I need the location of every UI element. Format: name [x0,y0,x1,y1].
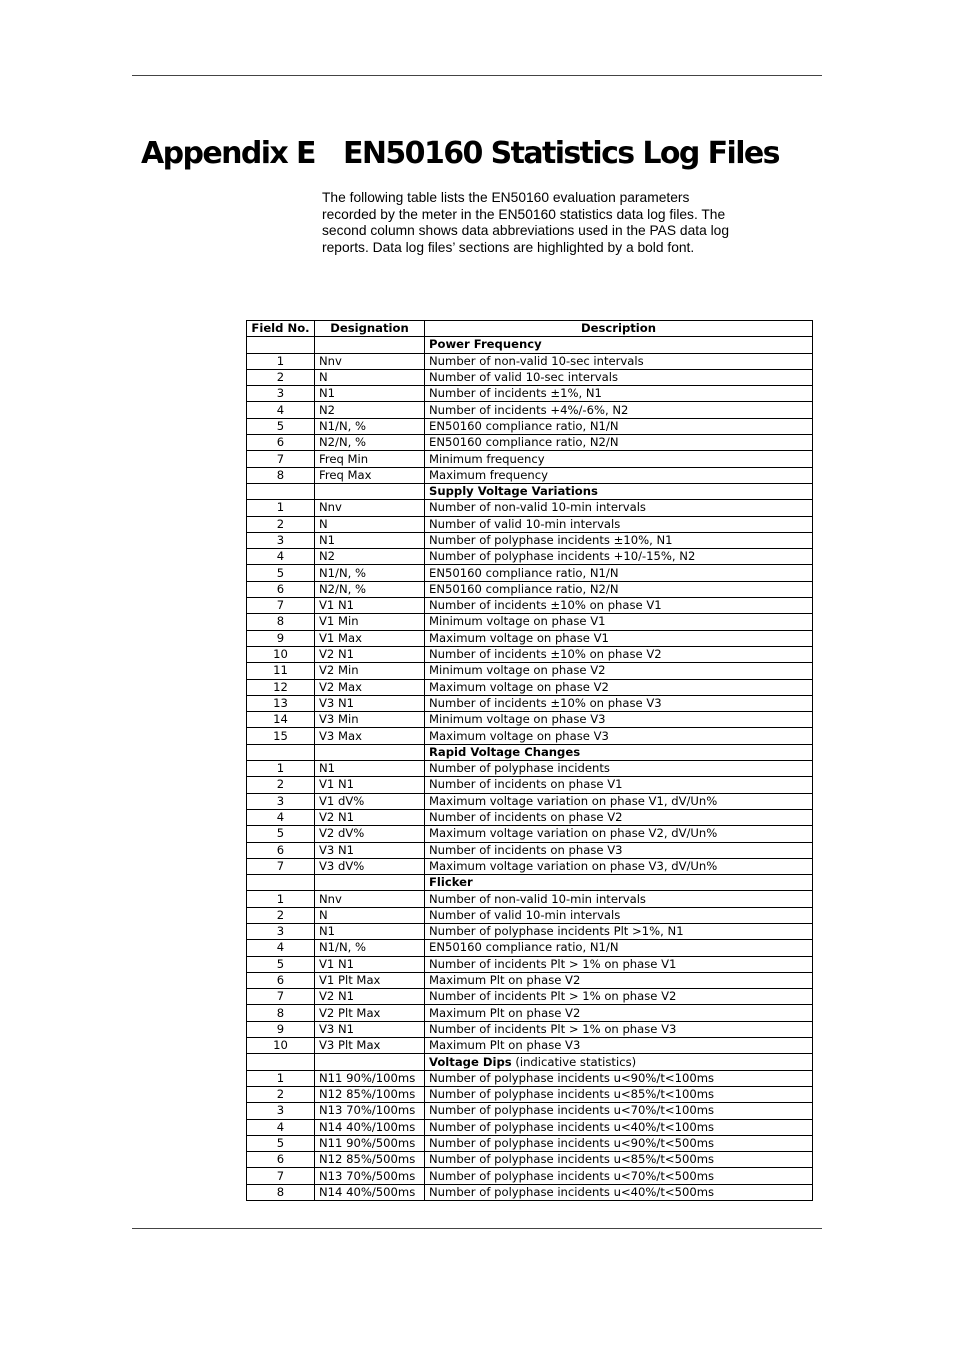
field-no-cell: 5 [247,1135,315,1151]
appendix-title: EN50160 Statistics Log Files [343,136,779,171]
designation-cell: V2 N1 [315,809,425,825]
table-row [247,467,813,483]
description-cell: Number of polyphase incidents [425,761,813,777]
description-cell: Minimum voltage on phase V1 [425,614,813,630]
table-row [247,663,813,679]
field-no-cell: 4 [247,549,315,565]
designation-cell: V2 dV% [315,826,425,842]
field-no-cell: 1 [247,891,315,907]
designation-cell: V1 N1 [315,598,425,614]
designation-cell: N14 40%/500ms [315,1184,425,1200]
designation-cell: V3 Plt Max [315,1038,425,1054]
designation-cell: V2 N1 [315,646,425,662]
designation-cell: N1 [315,532,425,548]
description-cell: Maximum voltage variation on phase V2, dV/Un% [425,826,813,842]
field-no-cell: 7 [247,1168,315,1184]
appendix-label: Appendix E [141,136,315,171]
designation-cell: Freq Max [315,467,425,483]
field-no-cell: 5 [247,826,315,842]
table-row [247,1152,813,1168]
table-row [247,418,813,434]
table-header-row [247,321,813,337]
table-row [247,891,813,907]
description-cell: Maximum voltage variation on phase V3, dV/Un% [425,858,813,874]
table-row [247,679,813,695]
table-row [247,386,813,402]
table-row [247,923,813,939]
description-cell: Number of valid 10-min intervals [425,907,813,923]
field-no-cell: 15 [247,728,315,744]
field-no-cell: 8 [247,1005,315,1021]
designation-cell: V2 Min [315,663,425,679]
table-row [247,549,813,565]
table-row [247,907,813,923]
section-field-cell [247,483,315,499]
section-header-row [247,1054,813,1070]
table-row [247,1005,813,1021]
description-cell: EN50160 compliance ratio, N1/N [425,418,813,434]
field-no-cell: 6 [247,581,315,597]
field-no-cell: 6 [247,842,315,858]
designation-cell: V3 Min [315,712,425,728]
field-no-cell: 1 [247,353,315,369]
field-no-cell: 2 [247,777,315,793]
description-cell: EN50160 compliance ratio, N2/N [425,435,813,451]
designation-cell: N11 90%/100ms [315,1070,425,1086]
field-no-cell: 2 [247,369,315,385]
field-no-cell: 9 [247,630,315,646]
description-cell: Number of incidents on phase V1 [425,777,813,793]
field-no-cell: 6 [247,435,315,451]
designation-cell: V1 Max [315,630,425,646]
section-designation-cell [315,744,425,760]
section-field-cell [247,1054,315,1070]
description-cell: Number of non-valid 10-min intervals [425,891,813,907]
table-row [247,516,813,532]
table-row [247,695,813,711]
table-row [247,761,813,777]
table-row [247,565,813,581]
field-no-cell: 3 [247,793,315,809]
table-row [247,826,813,842]
description-cell: Maximum Plt on phase V2 [425,1005,813,1021]
designation-cell: N2/N, % [315,435,425,451]
header-description: Description [425,321,813,337]
header-designation: Designation [315,321,425,337]
field-no-cell: 8 [247,614,315,630]
designation-cell: V3 N1 [315,1021,425,1037]
description-cell: Number of non-valid 10-min intervals [425,500,813,516]
table-row [247,842,813,858]
description-cell: Number of incidents ±10% on phase V2 [425,646,813,662]
field-no-cell: 3 [247,532,315,548]
field-no-cell: 10 [247,1038,315,1054]
table-row [247,777,813,793]
description-cell: Number of polyphase incidents ±10%, N1 [425,532,813,548]
field-no-cell: 2 [247,907,315,923]
designation-cell: V2 N1 [315,989,425,1005]
table-body [247,337,813,1201]
designation-cell: V2 Plt Max [315,1005,425,1021]
section-title: Power Frequency [429,337,542,352]
designation-cell: V1 N1 [315,777,425,793]
section-field-cell [247,744,315,760]
description-cell: Number of incidents ±10% on phase V3 [425,695,813,711]
table-row [247,369,813,385]
field-no-cell: 5 [247,565,315,581]
field-no-cell: 1 [247,761,315,777]
description-cell: Number of non-valid 10-sec intervals [425,353,813,369]
page-title [141,134,779,174]
description-cell: Number of incidents ±10% on phase V1 [425,598,813,614]
designation-cell: N14 40%/100ms [315,1119,425,1135]
description-cell: Number of polyphase incidents u<70%/t<500ms [425,1168,813,1184]
table-row [247,1135,813,1151]
section-designation-cell [315,337,425,353]
field-no-cell: 4 [247,1119,315,1135]
field-no-cell: 6 [247,972,315,988]
designation-cell: V3 N1 [315,695,425,711]
designation-cell: V1 N1 [315,956,425,972]
description-cell: Maximum voltage variation on phase V1, dV/Un% [425,793,813,809]
description-cell: EN50160 compliance ratio, N1/N [425,940,813,956]
description-cell: Maximum frequency [425,467,813,483]
field-no-cell: 7 [247,858,315,874]
designation-cell: N12 85%/100ms [315,1086,425,1102]
description-cell: Number of incidents Plt > 1% on phase V2 [425,989,813,1005]
table-row [247,972,813,988]
table-row [247,581,813,597]
section-header-row [247,483,813,499]
intro-paragraph: The following table lists the EN50160 evaluation parameters recorded by the meter in the EN50160 statistics data log files. The second column shows data abbreviations used in the PAS data log reports. Data log files’ sections are highlighted by a bold font. [322,190,730,255]
description-cell: Maximum voltage on phase V3 [425,728,813,744]
designation-cell: V2 Max [315,679,425,695]
section-field-cell [247,337,315,353]
designation-cell: N1/N, % [315,565,425,581]
section-header-row [247,337,813,353]
section-title-cell [425,337,813,353]
table-row [247,646,813,662]
designation-cell: N [315,516,425,532]
designation-cell: V3 Max [315,728,425,744]
description-cell: Minimum voltage on phase V3 [425,712,813,728]
field-no-cell: 3 [247,1103,315,1119]
description-cell: Number of incidents +4%/-6%, N2 [425,402,813,418]
description-cell: Number of incidents Plt > 1% on phase V1 [425,956,813,972]
top-rule [132,75,822,76]
section-designation-cell [315,875,425,891]
designation-cell: Freq Min [315,451,425,467]
field-no-cell: 12 [247,679,315,695]
description-cell: Number of polyphase incidents Plt >1%, N1 [425,923,813,939]
designation-cell: N1/N, % [315,418,425,434]
section-header-row [247,744,813,760]
field-no-cell: 8 [247,467,315,483]
description-cell: Number of polyphase incidents u<90%/t<500ms [425,1135,813,1151]
table-row [247,1103,813,1119]
field-no-cell: 7 [247,989,315,1005]
table-row [247,1021,813,1037]
description-cell: Number of polyphase incidents u<40%/t<500ms [425,1184,813,1200]
designation-cell: N13 70%/100ms [315,1103,425,1119]
table-row [247,809,813,825]
field-no-cell: 2 [247,1086,315,1102]
designation-cell: N11 90%/500ms [315,1135,425,1151]
section-title: Voltage Dips [429,1054,512,1069]
description-cell: Maximum Plt on phase V3 [425,1038,813,1054]
section-header-row [247,875,813,891]
designation-cell: Nnv [315,891,425,907]
description-cell: Number of incidents on phase V3 [425,842,813,858]
description-cell: Number of polyphase incidents u<85%/t<100ms [425,1086,813,1102]
table-row [247,500,813,516]
description-cell: Minimum voltage on phase V2 [425,663,813,679]
section-designation-cell [315,483,425,499]
description-cell: Maximum voltage on phase V2 [425,679,813,695]
designation-cell: N2/N, % [315,581,425,597]
table-row [247,1086,813,1102]
designation-cell: V1 dV% [315,793,425,809]
description-cell: Number of polyphase incidents u<70%/t<100ms [425,1103,813,1119]
designation-cell: N1 [315,923,425,939]
description-cell: EN50160 compliance ratio, N1/N [425,565,813,581]
section-title-cell [425,483,813,499]
designation-cell: Nnv [315,500,425,516]
table-row [247,858,813,874]
section-designation-cell [315,1054,425,1070]
field-no-cell: 10 [247,646,315,662]
section-note: (indicative statistics) [511,1054,637,1069]
field-no-cell: 13 [247,695,315,711]
section-title-cell [425,744,813,760]
field-no-cell: 3 [247,923,315,939]
section-title-cell [425,875,813,891]
field-no-cell: 7 [247,451,315,467]
table-row [247,532,813,548]
designation-cell: N2 [315,402,425,418]
table-row [247,1184,813,1200]
field-no-cell: 8 [247,1184,315,1200]
designation-cell: N1/N, % [315,940,425,956]
section-title: Flicker [429,875,473,890]
table-row [247,1070,813,1086]
description-cell: Number of polyphase incidents u<40%/t<100ms [425,1119,813,1135]
designation-cell: V1 Min [315,614,425,630]
en50160-statistics-table [246,320,813,1201]
description-cell: Number of incidents on phase V2 [425,809,813,825]
section-title-cell [425,1054,813,1070]
description-cell: Maximum Plt on phase V2 [425,972,813,988]
field-no-cell: 1 [247,1070,315,1086]
table-row [247,614,813,630]
field-no-cell: 4 [247,940,315,956]
header-field-no: Field No. [247,321,315,337]
section-title: Rapid Voltage Changes [429,744,581,759]
designation-cell: V3 dV% [315,858,425,874]
field-no-cell: 7 [247,598,315,614]
field-no-cell: 4 [247,402,315,418]
description-cell: Number of polyphase incidents +10/-15%, N2 [425,549,813,565]
designation-cell: N2 [315,549,425,565]
designation-cell: Nnv [315,353,425,369]
table-row [247,402,813,418]
field-no-cell: 9 [247,1021,315,1037]
table-row [247,956,813,972]
designation-cell: N [315,907,425,923]
table-row [247,940,813,956]
description-cell: Number of polyphase incidents u<85%/t<500ms [425,1152,813,1168]
table-row [247,435,813,451]
description-cell: EN50160 compliance ratio, N2/N [425,581,813,597]
field-no-cell: 2 [247,516,315,532]
field-no-cell: 3 [247,386,315,402]
table-row [247,1119,813,1135]
designation-cell: N12 85%/500ms [315,1152,425,1168]
section-field-cell [247,875,315,891]
designation-cell: N1 [315,761,425,777]
designation-cell: V1 Plt Max [315,972,425,988]
field-no-cell: 11 [247,663,315,679]
table-row [247,630,813,646]
section-title: Supply Voltage Variations [429,484,598,499]
table-row [247,712,813,728]
table-row [247,728,813,744]
description-cell: Minimum frequency [425,451,813,467]
designation-cell: N13 70%/500ms [315,1168,425,1184]
field-no-cell: 14 [247,712,315,728]
field-no-cell: 6 [247,1152,315,1168]
description-cell: Maximum voltage on phase V1 [425,630,813,646]
designation-cell: V3 N1 [315,842,425,858]
description-cell: Number of valid 10-min intervals [425,516,813,532]
description-cell: Number of incidents ±1%, N1 [425,386,813,402]
field-no-cell: 1 [247,500,315,516]
field-no-cell: 5 [247,418,315,434]
designation-cell: N1 [315,386,425,402]
field-no-cell: 4 [247,809,315,825]
field-no-cell: 5 [247,956,315,972]
table-row [247,793,813,809]
table-row [247,598,813,614]
description-cell: Number of valid 10-sec intervals [425,369,813,385]
table-row [247,353,813,369]
table-row [247,989,813,1005]
designation-cell: N [315,369,425,385]
table-row [247,451,813,467]
table-row [247,1168,813,1184]
description-cell: Number of incidents Plt > 1% on phase V3 [425,1021,813,1037]
description-cell: Number of polyphase incidents u<90%/t<100ms [425,1070,813,1086]
bottom-rule [132,1228,822,1229]
table-row [247,1038,813,1054]
